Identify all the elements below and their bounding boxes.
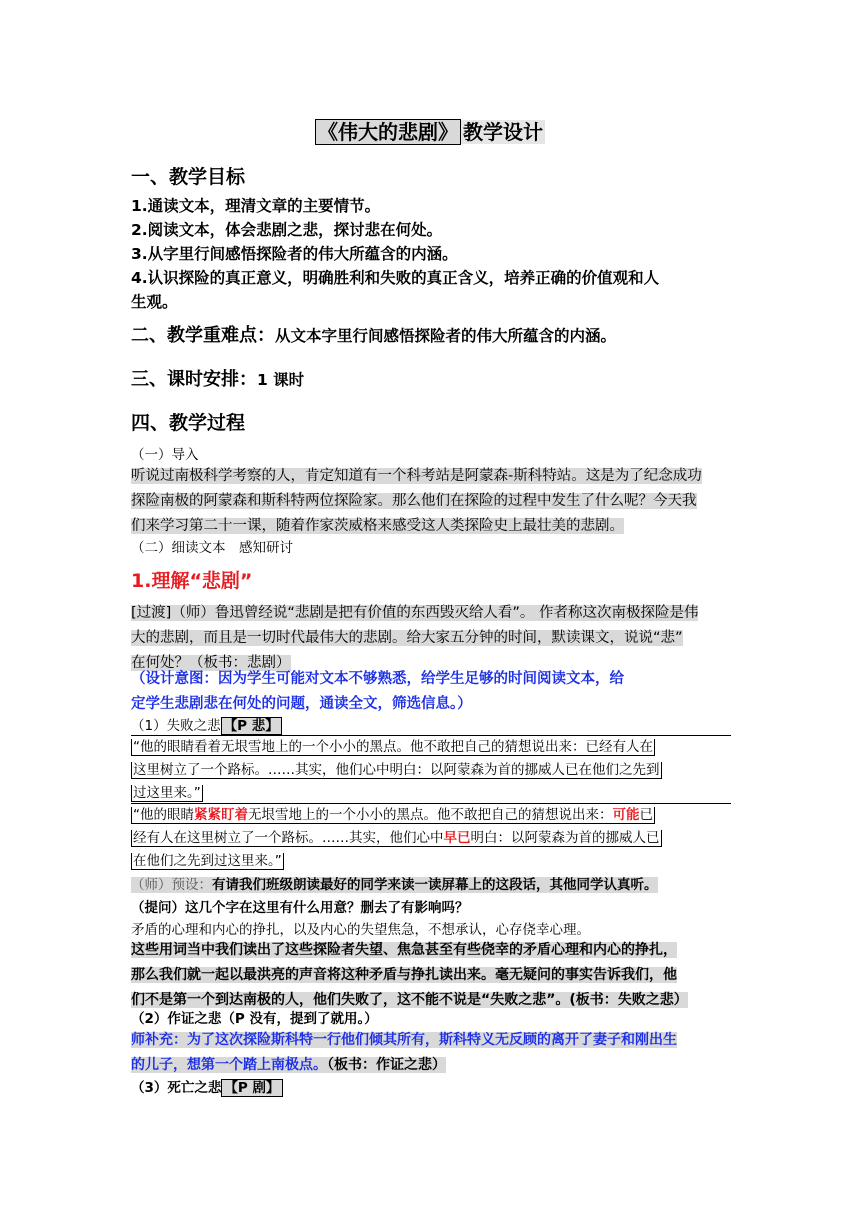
objective-2: 2.阅读文本，体会悲剧之悲，探讨悲在何处。: [131, 221, 443, 239]
quote2-line2: [131, 830, 662, 847]
schedule-text: 1 课时: [257, 371, 305, 389]
transition-paragraph: [131, 601, 731, 676]
item3-label: （3）死亡之悲: [131, 1080, 222, 1096]
preset-text: 有请我们班级朗读最好的同学来读一读屏幕上的这段话，其他同学认真听。: [212, 877, 658, 893]
objective-3: 3.从字里行间感悟探险者的伟大所蕴含的内涵。: [131, 245, 458, 263]
item3-tag: 【P 剧】: [221, 1079, 282, 1097]
section-heading-schedule: 三、课时安排：: [131, 369, 257, 390]
quote2-text: 明白：以阿蒙森为首的挪威人已: [470, 830, 660, 846]
title-boxed: 《伟大的悲剧》: [315, 119, 461, 145]
section-heading-key-points: 二、教学重难点：: [131, 325, 275, 346]
summary-line: 那么我们就一起以最洪亮的声音将这种矛盾与挣扎读出来。毫无疑问的事实告诉我们，他: [131, 967, 677, 983]
intent-line: （设计意图：因为学生可能对文本不够熟悉，给学生足够的时间阅读文本，给: [131, 671, 624, 687]
teacher-line: 的儿子，想第一个踏上南极点。: [131, 1057, 327, 1073]
transition-line: 在何处？（板书：悲剧）: [131, 655, 291, 671]
answer: 矛盾的心理和内心的挣扎，以及内心的失望焦急，不想承认，心存侥幸心理。: [131, 922, 590, 938]
summary-paragraph: [131, 938, 731, 1013]
section-heading-process: 四、教学过程: [131, 412, 246, 434]
intro-label: （一）导入: [131, 447, 199, 463]
intro-paragraph: [131, 464, 731, 539]
section-key-points: [131, 321, 616, 347]
item1: [131, 714, 282, 734]
intro-line: 听说过南极科学考察的人，肯定知道有一个科考站是阿蒙森-斯科特站。这是为了纪念成功: [131, 468, 702, 484]
quote-modified: [131, 803, 731, 873]
section-schedule: [131, 365, 304, 391]
close-reading-label: （二）细读文本 感知研讨: [131, 540, 293, 556]
quote2-text: 无垠雪地上的一个小小的黑点。他不敢把自己的猜想说出来：: [248, 807, 613, 823]
key-points-text: 从文本字里行间感悟探险者的伟大所蕴含的内涵。: [275, 327, 617, 345]
teacher-line: 师补充：为了这次探险斯科特一行他们倾其所有，斯科特义无反顾的离开了妻子和刚出生: [131, 1032, 677, 1048]
quote2-highlight: 可能: [612, 807, 640, 823]
item1-label: （1）失败之悲: [131, 718, 221, 734]
quote2-highlight: 早已: [443, 830, 471, 846]
objective-4-cont: 生观。: [131, 293, 178, 311]
part1-heading: 1.理解“悲剧”: [131, 570, 253, 592]
title-rest: 教学设计: [463, 120, 543, 144]
transition-line: 大的悲剧，而且是一切时代最伟大的悲剧。给大家五分钟的时间，默读课文，说说“悲”: [131, 630, 683, 646]
item2: （2）作证之悲（P 没有，提到了就用。）: [131, 1011, 378, 1027]
preset: [131, 873, 658, 893]
question: （提问）这几个字在这里有什么用意？删去了有影响吗？: [131, 900, 469, 916]
quote2-text: “他的眼睛: [133, 807, 194, 823]
quote2-text: 已: [639, 807, 653, 823]
item3: [131, 1076, 283, 1096]
quote1-line: 过这里来。”: [133, 785, 201, 801]
quote-original: [131, 735, 731, 805]
preset-label: （师）预设：: [131, 877, 212, 893]
objective-4: 4.认识探险的真正意义，明确胜利和失败的真正含义，培养正确的价值观和人: [131, 269, 660, 287]
quote2-text: 经有人在这里树立了一个路标。……其实，他们心中: [133, 830, 444, 846]
intent-line: 定学生悲剧悲在何处的问题，通读全文，筛选信息。）: [131, 696, 472, 712]
quote2-line1: [131, 807, 655, 824]
quote1-line: “他的眼睛看着无垠雪地上的一个小小的黑点。他不敢把自己的猜想说出来：已经有人在: [133, 739, 653, 755]
item1-tag: 【P 悲】: [221, 717, 282, 735]
design-intent: [131, 667, 731, 717]
transition-line: [过渡]（师）鲁迅曾经说“悲剧是把有价值的东西毁灭给人看”。 作者称这次南极探险是伟: [131, 605, 699, 621]
summary-line: 这些用词当中我们读出了这些探险者失望、焦急甚至有些侥幸的矛盾心理和内心的挣扎，: [131, 942, 677, 958]
quote1-line: 这里树立了一个路标。……其实，他们心中明白：以阿蒙森为首的挪威人已在他们之先到: [133, 762, 660, 778]
intro-line: 们来学习第二十一课，随着作家茨威格来感受这人类探险史上最壮美的悲剧。: [131, 518, 624, 534]
quote2-line3: 在他们之先到过这里来。”: [133, 853, 282, 869]
summary-line: 们不是第一个到达南极的人，他们失败了，这不能不说是“失败之悲”。(板书：失败之悲）: [131, 992, 688, 1008]
intro-line: 探险南极的阿蒙森和斯科特两位探险家。那么他们在探险的过程中发生了什么呢？今天我: [131, 493, 697, 509]
section-heading-objectives: 一、教学目标: [131, 166, 246, 188]
quote2-highlight: 紧紧盯着: [194, 807, 248, 823]
objective-1: 1.通读文本，理清文章的主要情节。: [131, 197, 381, 215]
page-title: [0, 116, 860, 145]
teacher-supplement: [131, 1028, 731, 1078]
teacher-note: （板书：作证之悲）: [327, 1057, 446, 1073]
